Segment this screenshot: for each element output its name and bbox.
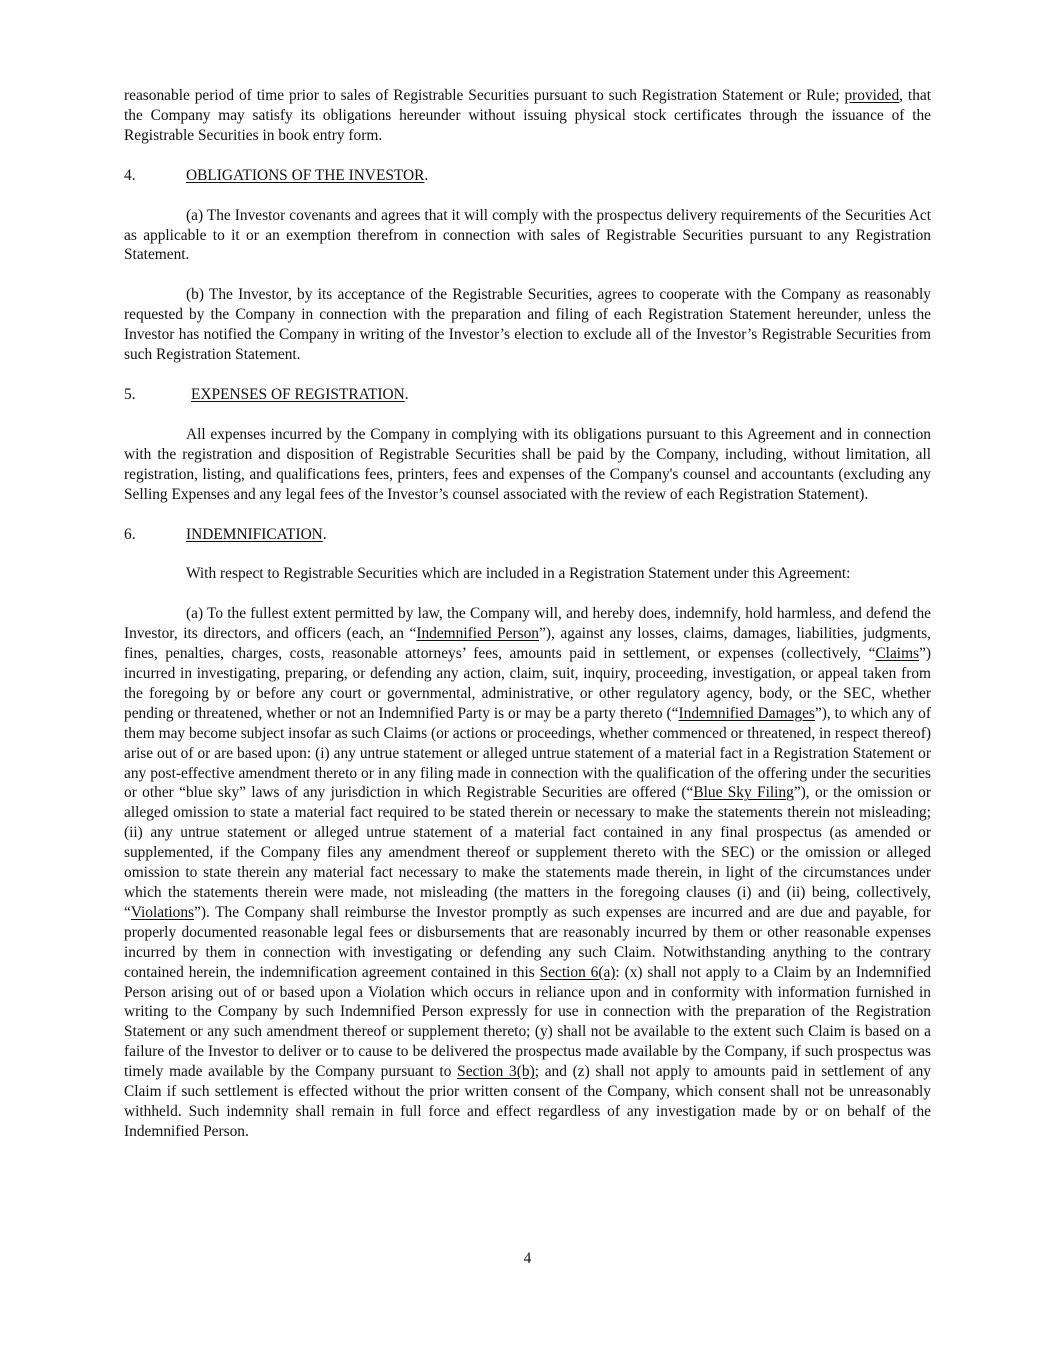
defined-term: provided [844,87,900,104]
section-title [186,525,327,545]
defined-term: Indemnified Person [416,625,539,643]
defined-term: Section 6(a) [539,963,616,981]
paragraph-text: (b) The Investor, by its acceptance of the Registrable Securities, agrees to cooperate with the Company as reasonably requested by the Company in connection with the preparation and filing of each Registration Statement hereunder, unless the Investor has notified the Company in writing of the Investor’s election to exclude all of the Investor’s Registrable Securities from such Registration Statement. [124,286,931,364]
defined-term: Section 3(b) [457,1063,535,1081]
paragraph [124,206,931,266]
paragraph-text: ”), to which any of them may become subject insofar as such Claims (or actions or proceedings, whether commenced or threatened, in respect thereof) arise out of or are based upon: (i) any untrue statement or alleged untrue statement of a material fact in a Registration Statement or any post-effective amendment thereto or in any filing made in connection with the qualification of the offering under the securities or other “blue sky” laws of any jurisdiction in which Registrable Securities are offered (“ [124,704,931,802]
section-title-text: INDEMNIFICATION [186,525,323,543]
section-title-text: EXPENSES OF REGISTRATION [191,385,405,403]
paragraph [124,564,931,584]
section-title [191,385,409,405]
defined-term: Violations [130,903,195,921]
paragraph [124,425,931,505]
section-heading [124,525,931,545]
paragraph [124,86,931,146]
paragraph-text: reasonable period of time prior to sales of Registrable Securities pursuant to such Registration Statement or Rule; [124,87,845,104]
paragraph-text: : (x) shall not apply to a Claim by an Indemnified Person arising out of or based upon a Violation which occurs in reliance upon and in conformity with information furnished in writing to the Company by such Indemnified Person expressly for use in connection with the preparation of the Registration Statement or any such amendment thereof or supplement thereto; (y) shall not be available to the extent such Claim is based on a failure of the Investor to deliver or to cause to be delivered the prospectus made available by the Company, if such prospectus was timely made available by the Company pursuant to [124,963,931,1081]
paragraph [124,285,931,365]
defined-term: Indemnified Damages [678,704,815,722]
paragraph-text: ”), against any losses, claims, damages, liabilities, judgments, fines, penalties, charges, costs, reasonable attorneys’ fees, amounts paid in settlement, or expenses (collectively, “ [124,625,931,663]
paragraph-text: , that the Company may satisfy its obligations hereunder without issuing physical stock certificates through the issuance of the Registrable Securities in book entry form. [124,87,931,144]
document-page [124,86,931,1162]
paragraph-text: ”) incurred in investigating, preparing, or defending any action, claim, suit, inquiry, proceeding, investigation, or appeal taken from the foregoing by or before any court or governmental, administrative, or other regulatory agency, body, or the SEC, whether pending or threatened, whether or not an Indemnified Party is or may be a party thereto (“ [124,645,931,722]
paragraph-text: All expenses incurred by the Company in complying with its obligations pursuant to this Agreement and in connection with the registration and disposition of Registrable Securities shall be paid by the Company, including, without limitation, all registration, listing, and qualifications fees, printers, fees and expenses of the Company's counsel and accountants (excluding any Selling Expenses and any legal fees of the Investor’s counsel associated with the review of each Registration Statement). [124,425,931,503]
page-number: 4 [523,1250,532,1267]
section-title-period: . [322,525,327,543]
paragraph-text: (a) The Investor covenants and agrees that it will comply with the prospectus delivery requirements of the Securities Act as applicable to it or an exemption therefrom in connection with sales of Registrable Securities pursuant to any Registration Statement. [124,206,931,264]
section-number: 6. [124,525,136,543]
paragraph-text: ”), or the omission or alleged omission to state a material fact required to be stated therein or necessary to make the statements therein not misleading; (ii) any untrue statement or alleged untrue statement of a material fact contained in any final prospectus (as amended or supplemented, if the Company files any amendment thereof or supplement thereto with the SEC) or the omission or alleged omission to state therein any material fact necessary to make the statements made therein, in light of the circumstances under which the statements therein were made, not misleading (the matters in the foregoing clauses (i) and (ii) being, collectively, “ [124,784,931,921]
defined-term: Blue Sky Filing [693,784,794,802]
section-title-period: . [424,166,429,184]
section-number: 5. [124,385,136,403]
section-heading [124,385,931,405]
section-number: 4. [124,166,136,184]
paragraph-text: With respect to Registrable Securities which are included in a Registration Statement under this Agreement: [186,565,851,583]
paragraph-text: ; and (z) shall not apply to amounts paid in settlement of any Claim if such settlement is effected without the prior written consent of the Company, which consent shall not be unreasonably withheld. Such indemnity shall remain in full force and effect regardless of any investigation made by or on behalf of the Indemnified Person. [124,1063,931,1140]
defined-term: Claims [875,645,920,663]
section-title-text: OBLIGATIONS OF THE INVESTOR [186,166,425,184]
paragraph [124,604,931,1141]
section-title-period: . [404,385,409,403]
section-title [186,166,428,186]
section-heading [124,166,931,186]
paragraph-text: ”). The Company shall reimburse the Investor promptly as such expenses are incurred and are due and payable, for properly documented reasonable legal fees or disbursements that are reasonably incurred by them or other reasonable expenses incurred by them in connection with investigating or defending any such Claim. Notwithstanding anything to the contrary contained herein, the indemnification agreement contained in this [124,903,931,981]
paragraph-text: (a) To the fullest extent permitted by law, the Company will, and hereby does, indemnify, hold harmless, and defend the Investor, its directors, and officers (each, an “ [124,605,931,643]
